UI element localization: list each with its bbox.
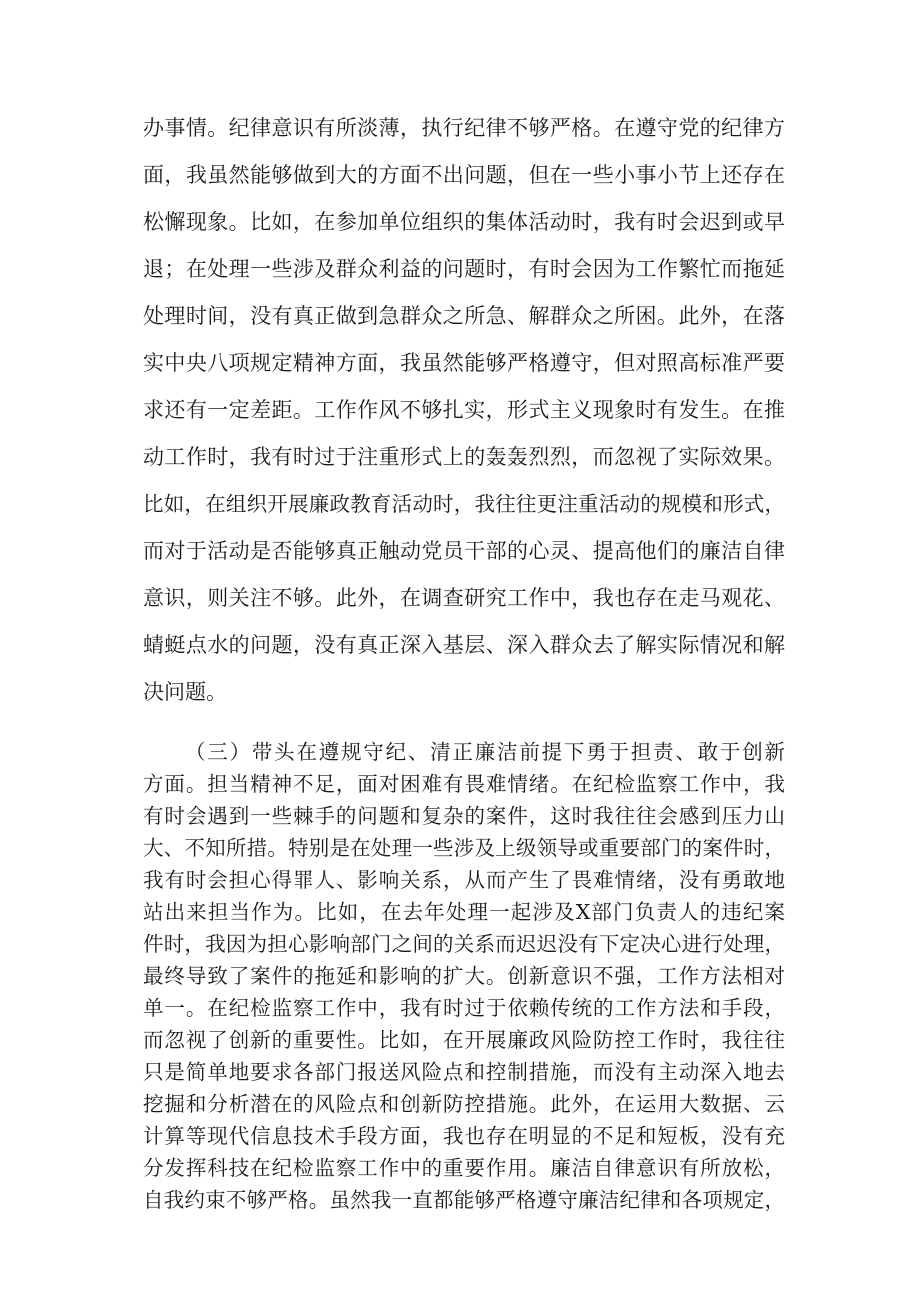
paragraph-line: 比如，在组织开展廉政教育活动时，我往往更注重活动的规模和形式， — [143, 492, 785, 516]
paragraph-line: 退；在处理一些涉及群众利益的问题时，有时会因为工作繁忙而拖延 — [143, 257, 785, 281]
paragraph-line: 松懈现象。比如，在参加单位组织的集体活动时，我有时会迟到或早 — [143, 210, 785, 234]
paragraph-line: 而忽视了创新的重要性。比如，在开展廉政风险防控工作时，我往往 — [143, 1028, 785, 1052]
paragraph-line: 件时，我因为担心影响部门之间的关系而迟迟没有下定决心进行处理， — [143, 932, 785, 956]
paragraph-line: 面，我虽然能够做到大的方面不出问题，但在一些小事小节上还存在 — [143, 163, 785, 187]
paragraph-line: 办事情。纪律意识有所淡薄，执行纪律不够严格。在遵守党的纪律方 — [143, 116, 785, 140]
paragraph-line: 意识，则关注不够。此外，在调查研究工作中，我也存在走马观花、 — [143, 586, 785, 610]
paragraph-line: 单一。在纪检监察工作中，我有时过于依赖传统的工作方法和手段， — [143, 996, 785, 1020]
paragraph-line: 实中央八项规定精神方面，我虽然能够严格遵守，但对照高标准严要 — [143, 351, 785, 375]
paragraph-line: 挖掘和分析潜在的风险点和创新防控措施。此外，在运用大数据、云 — [143, 1092, 785, 1116]
paragraph-line: 我有时会担心得罪人、影响关系，从而产生了畏难情绪，没有勇敢地 — [143, 868, 785, 892]
paragraph-line: 方面。担当精神不足，面对困难有畏难情绪。在纪检监察工作中，我 — [143, 772, 785, 796]
paragraph-line: 计算等现代信息技术手段方面，我也存在明显的不足和短板，没有充 — [143, 1124, 785, 1148]
paragraph-line: 自我约束不够严格。虽然我一直都能够严格遵守廉洁纪律和各项规定， — [143, 1188, 785, 1212]
paragraph-line: 求还有一定差距。工作作风不够扎实，形式主义现象时有发生。在推 — [143, 398, 785, 422]
paragraph-line: 处理时间，没有真正做到急群众之所急、解群众之所困。此外，在落 — [143, 304, 785, 328]
paragraph-line: 站出来担当作为。比如，在去年处理一起涉及X部门负责人的违纪案 — [143, 900, 785, 924]
paragraph-line: 只是简单地要求各部门报送风险点和控制措施，而没有主动深入地去 — [143, 1060, 785, 1084]
paragraph-line: 动工作时，我有时过于注重形式上的轰轰烈烈，而忽视了实际效果。 — [143, 445, 785, 469]
section-heading-line: （三）带头在遵规守纪、清正廉洁前提下勇于担责、敢于创新 — [185, 740, 785, 764]
paragraph-line: 蜻蜓点水的问题，没有真正深入基层、深入群众去了解实际情况和解 — [143, 633, 785, 657]
paragraph-line: 而对于活动是否能够真正触动党员干部的心灵、提高他们的廉洁自律 — [143, 539, 785, 563]
paragraph-line: 有时会遇到一些棘手的问题和复杂的案件，这时我往往会感到压力山 — [143, 804, 785, 828]
paragraph-line: 大、不知所措。特别是在处理一些涉及上级领导或重要部门的案件时， — [143, 836, 785, 860]
paragraph-line: 最终导致了案件的拖延和影响的扩大。创新意识不强，工作方法相对 — [143, 964, 785, 988]
paragraph-line: 决问题。 — [143, 680, 227, 704]
paragraph-line: 分发挥科技在纪检监察工作中的重要作用。廉洁自律意识有所放松， — [143, 1156, 785, 1180]
